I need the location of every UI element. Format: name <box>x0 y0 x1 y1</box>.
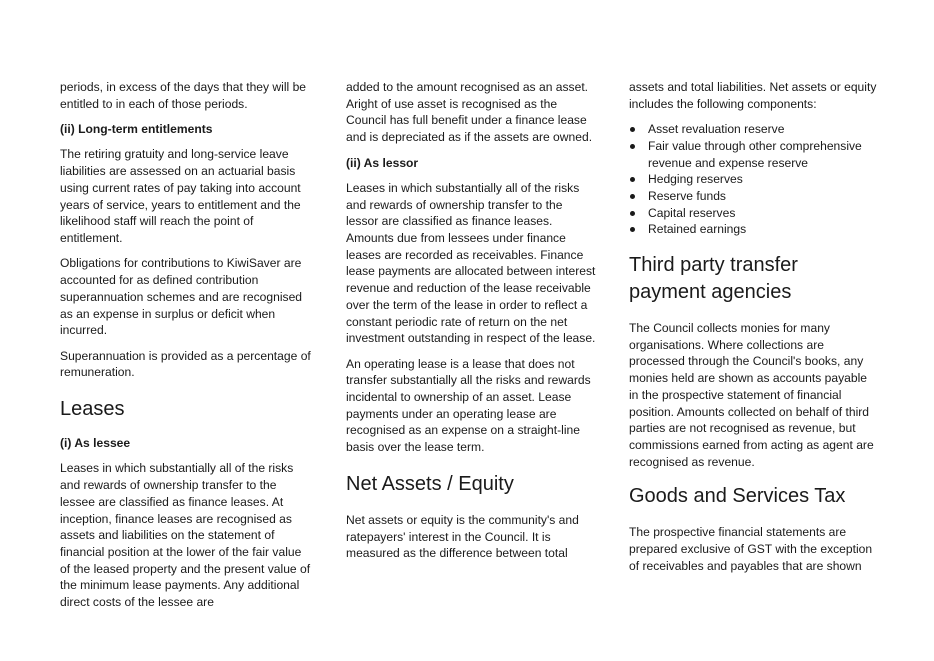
list-item: Retained earnings <box>629 221 879 238</box>
list-item: Reserve funds <box>629 188 879 205</box>
bullet-icon <box>630 194 635 199</box>
subheading-as-lessor: (ii) As lessor <box>346 155 419 170</box>
heading-third-party-transfer: Third party transfer payment agencies <box>629 254 798 304</box>
paragraph: The Council collects monies for many organisations. Where collections are processed through the Council's books, any monies held are shown as accounts payable in the prospective statement of financial position. Amounts collected on behalf of third parties are not recognised as revenue, but commissions earned from acting as agent are recognised as revenue. <box>629 321 874 469</box>
bullet-icon <box>630 127 635 132</box>
paragraph: Leases in which substantially all of the risks and rewards of ownership transfer to the lessee are classified as finance leases. At inception, finance leases are recognised as assets and liabilities on the statement of financial position at the lower of the fair value of the leased property and the present value of the minimum lease payments. Any additional direct costs of the lessee are <box>60 461 311 610</box>
column-left <box>60 79 312 619</box>
equity-components-list <box>629 121 879 238</box>
paragraph: Leases in which substantially all of the risks and rewards of ownership transfer to the lessor are classified as finance leases. Amounts due from lessees under finance leases are recorded as receivables. Finance lease payments are allocated between interest revenue and reduction of the lease receivable over the term of the lease in order to reflect a constant periodic rate of return on the net investment outstanding in respect of the lease. <box>346 180 596 346</box>
bullet-icon <box>630 211 635 216</box>
subheading-as-lessee: (i) As lessee <box>60 436 131 450</box>
heading-goods-and-services-tax: Goods and Services Tax <box>629 485 846 508</box>
list-item: Hedging reserves <box>629 171 879 188</box>
heading-leases: Leases <box>60 398 125 420</box>
paragraph: Superannuation is provided as a percentage of remuneration. <box>60 348 311 380</box>
bullet-icon <box>630 144 635 149</box>
list-item: Fair value through other comprehensive revenue and expense reserve <box>629 138 879 171</box>
paragraph: assets and total liabilities. Net assets or equity includes the following components: <box>629 80 877 111</box>
subheading-long-term-entitlements: (ii) Long-term entitlements <box>60 122 213 137</box>
column-middle <box>346 79 598 571</box>
paragraph: Net assets or equity is the community's and ratepayers' interest in the Council. It is measured as the difference between total <box>346 512 579 561</box>
list-item: Asset revaluation reserve <box>629 121 879 138</box>
heading-net-assets-equity: Net Assets / Equity <box>346 472 514 495</box>
list-item: Capital reserves <box>629 205 879 222</box>
paragraph: The retiring gratuity and long-service leave liabilities are assessed on an actuarial basis using current rates of pay taking into account years of service, years to entitlement and the likelihood staff will reach the point of entitlement. <box>60 147 301 245</box>
paragraph: periods, in excess of the days that they will be entitled to in each of those periods. <box>60 80 307 111</box>
bullet-icon <box>630 177 635 182</box>
paragraph: added to the amount recognised as an asset. Aright of use asset is recognised as the Council has full benefit under a finance lease and is depreciated as if the assets are owned. <box>346 80 593 145</box>
paragraph: The prospective financial statements are prepared exclusive of GST with the exception of receivables and payables that are shown <box>629 525 873 573</box>
paragraph: An operating lease is a lease that does not transfer substantially all the risks and rewards incidental to ownership of an asset. Lease payments under an operating lease are recognised as an expense on a straight-line basis over the lease term. <box>346 356 591 455</box>
paragraph: Obligations for contributions to KiwiSaver are accounted for as defined contribution superannuation schemes and are recognised as an expense in surplus or deficit when incurred. <box>60 256 303 338</box>
column-right <box>629 79 879 583</box>
bullet-icon <box>630 227 635 232</box>
